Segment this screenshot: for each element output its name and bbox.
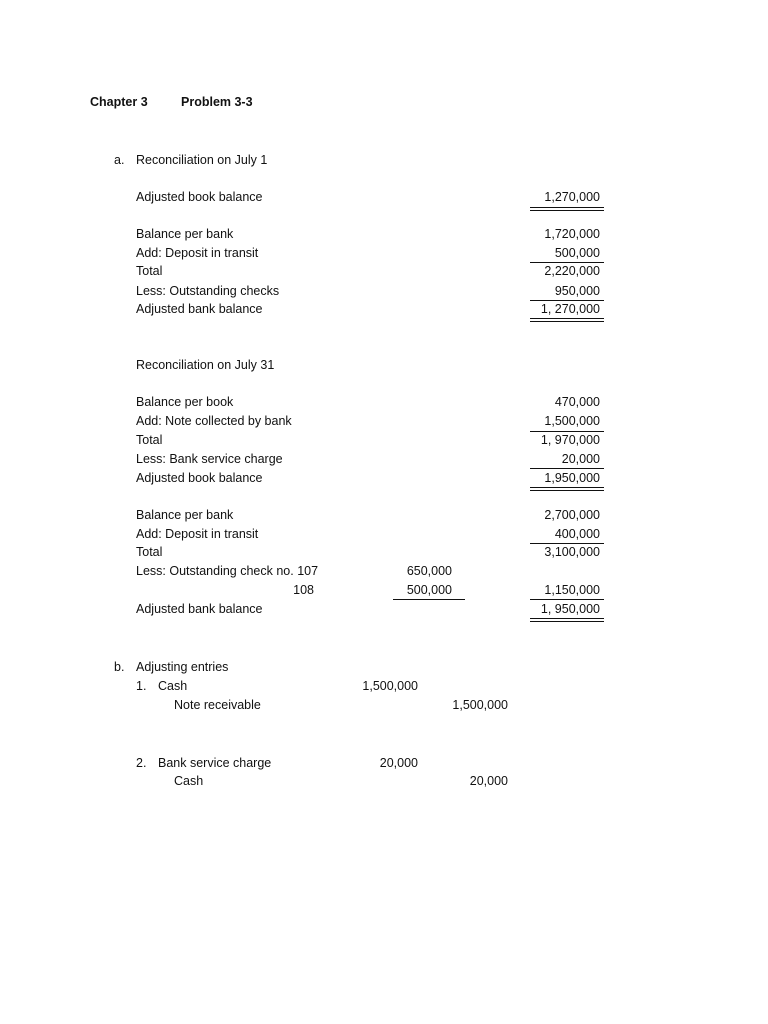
underline: [530, 262, 604, 263]
underline: [530, 431, 604, 432]
july1-row-label: Adjusted bank balance: [136, 302, 263, 316]
entry-credit-account: Note receivable: [174, 698, 261, 712]
underline: [530, 300, 604, 301]
july31-bank-row-label: Total: [136, 545, 163, 559]
july31-bank-row-label: Balance per bank: [136, 508, 234, 522]
july1-row-value: 950,000: [554, 284, 600, 298]
chapter-heading: Chapter 3: [90, 95, 148, 109]
underline: [530, 468, 604, 469]
july1-adjusted-book-value: 1,270,000: [544, 190, 600, 204]
july31-book-row-label: Add: Note collected by bank: [136, 414, 292, 428]
july1-row-value: 1, 270,000: [540, 302, 600, 316]
july31-bank-row-value: 3,100,000: [544, 545, 600, 559]
july31-adjusted-bank-value: 1, 950,000: [540, 602, 600, 616]
july31-book-row-label: Total: [136, 433, 163, 447]
july1-row-value: 500,000: [554, 246, 600, 260]
entry-number: 2.: [136, 756, 147, 770]
july31-book-row-value: 20,000: [561, 452, 600, 466]
entry-credit-account: Cash: [174, 774, 204, 788]
july1-row-label: Total: [136, 264, 163, 278]
july31-book-row-label: Less: Bank service charge: [136, 452, 283, 466]
july1-row-value: 1,720,000: [544, 227, 600, 241]
underline: [530, 543, 604, 544]
double-underline: [530, 487, 604, 491]
july31-book-row-value: 470,000: [554, 395, 600, 409]
july31-book-row-label: Adjusted book balance: [136, 471, 263, 485]
july31-bank-row-value: 2,700,000: [544, 508, 600, 522]
july31-book-row-label: Balance per book: [136, 395, 234, 409]
underline: [530, 599, 604, 600]
entry-debit-account: Bank service charge: [158, 756, 272, 770]
july31-bank-row-label: Add: Deposit in transit: [136, 527, 259, 541]
outstanding-check-label: Less: Outstanding check no. 107: [136, 564, 319, 578]
july31-bank-row-value: 400,000: [554, 527, 600, 541]
july1-adjusted-book-label: Adjusted book balance: [136, 190, 263, 204]
double-underline: [530, 618, 604, 622]
underline: [393, 599, 465, 600]
july31-book-row-value: 1,500,000: [544, 414, 600, 428]
check-108-number: 108: [293, 583, 314, 597]
july31-adjusted-bank-label: Adjusted bank balance: [136, 602, 263, 616]
check-108-amount: 500,000: [406, 583, 452, 597]
july1-row-value: 2,220,000: [544, 264, 600, 278]
double-underline: [530, 207, 604, 211]
part-a-marker: a.: [114, 153, 125, 167]
entry-debit-amount: 20,000: [379, 756, 418, 770]
check-107-amount: 650,000: [406, 564, 452, 578]
entry-number: 1.: [136, 679, 147, 693]
entry-debit-account: Cash: [158, 679, 188, 693]
july1-row-label: Balance per bank: [136, 227, 234, 241]
july31-title: Reconciliation on July 31: [136, 358, 275, 372]
outstanding-total: 1,150,000: [544, 583, 600, 597]
problem-heading: Problem 3-3: [181, 95, 253, 109]
entry-debit-amount: 1,500,000: [362, 679, 418, 693]
july1-row-label: Less: Outstanding checks: [136, 284, 280, 298]
double-underline: [530, 318, 604, 322]
july31-book-row-value: 1,950,000: [544, 471, 600, 485]
part-b-marker: b.: [114, 660, 125, 674]
july1-row-label: Add: Deposit in transit: [136, 246, 259, 260]
entry-credit-amount: 20,000: [469, 774, 508, 788]
part-b-title: Adjusting entries: [136, 660, 229, 674]
entry-credit-amount: 1,500,000: [452, 698, 508, 712]
july1-title: Reconciliation on July 1: [136, 153, 268, 167]
july31-book-row-value: 1, 970,000: [540, 433, 600, 447]
